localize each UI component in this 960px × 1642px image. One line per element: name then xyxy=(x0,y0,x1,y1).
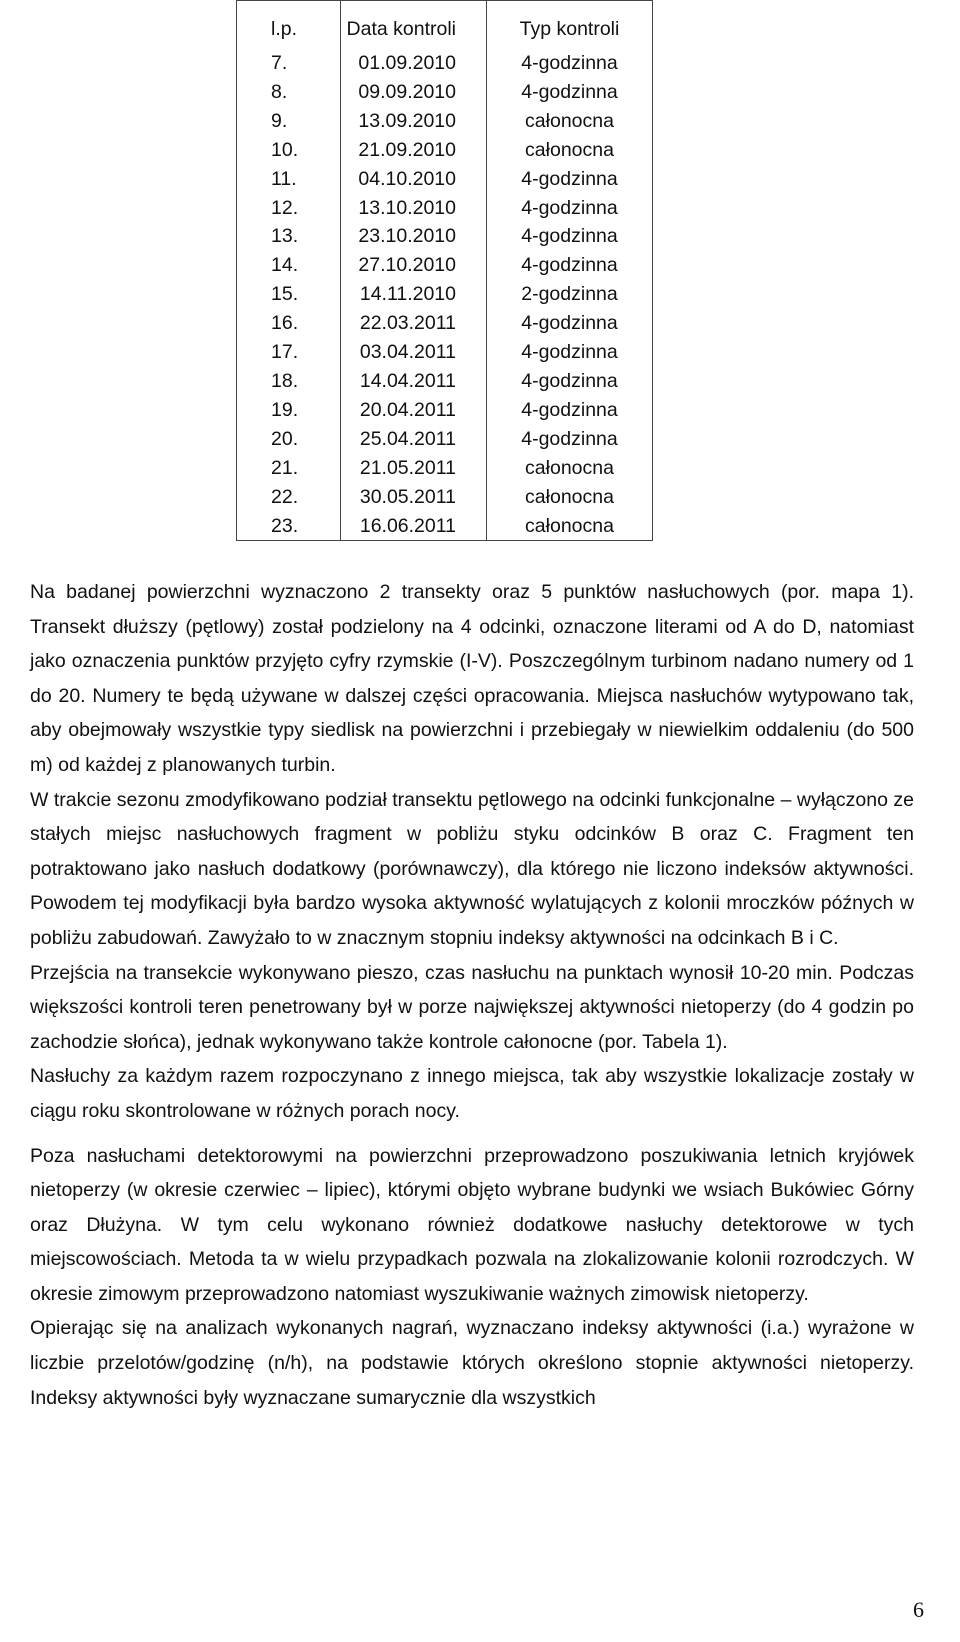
cell-lp: 10. xyxy=(237,136,341,165)
table-row xyxy=(237,49,653,78)
cell-type: 4-godzinna xyxy=(487,78,653,107)
cell-lp: 8. xyxy=(237,78,341,107)
cell-date: 01.09.2010 xyxy=(341,49,487,78)
cell-type: 4-godzinna xyxy=(487,194,653,223)
cell-lp: 14. xyxy=(237,251,341,280)
cell-date: 14.11.2010 xyxy=(341,280,487,309)
header-date: Data kontroli xyxy=(341,1,487,50)
cell-type: 2-godzinna xyxy=(487,280,653,309)
cell-lp: 13. xyxy=(237,222,341,251)
page-number: 6 xyxy=(913,1597,924,1622)
table-row xyxy=(237,136,653,165)
paragraph-start-points: Nasłuchy za każdym razem rozpoczynano z innego miejsca, tak aby wszystkie lokalizacje zostały w ciągu roku skontrolowane w różnych porach nocy. xyxy=(30,1065,914,1122)
cell-lp: 19. xyxy=(237,396,341,425)
cell-lp: 7. xyxy=(237,49,341,78)
cell-date: 21.05.2011 xyxy=(341,454,487,483)
cell-date: 22.03.2011 xyxy=(341,309,487,338)
table-row xyxy=(237,194,653,223)
table-row xyxy=(237,251,653,280)
cell-type: 4-godzinna xyxy=(487,338,653,367)
cell-type: 4-godzinna xyxy=(487,396,653,425)
cell-type: całonocna xyxy=(487,512,653,541)
cell-date: 03.04.2011 xyxy=(341,338,487,367)
paragraph-walking: Przejścia na transekcie wykonywano pieszo, czas nasłuchu na punktach wynosił 10-20 min. Podczas większości kontroli teren penetrowany był w porze największej aktywności nietoperzy (do 4 godzin po zachodzie słońca), jednak wykonywano także kontrole całonocne (por. Tabela 1). xyxy=(30,961,914,1053)
cell-lp: 17. xyxy=(237,338,341,367)
cell-type: całonocna xyxy=(487,107,653,136)
cell-lp: 16. xyxy=(237,309,341,338)
table-row xyxy=(237,280,653,309)
cell-lp: 22. xyxy=(237,483,341,512)
table-header-row xyxy=(237,1,653,50)
cell-lp: 20. xyxy=(237,425,341,454)
table-body xyxy=(237,49,653,541)
cell-type: 4-godzinna xyxy=(487,165,653,194)
header-lp: l.p. xyxy=(237,1,341,50)
cell-date: 04.10.2010 xyxy=(341,165,487,194)
cell-type: 4-godzinna xyxy=(487,251,653,280)
table-row xyxy=(237,367,653,396)
cell-date: 20.04.2011 xyxy=(341,396,487,425)
cell-date: 14.04.2011 xyxy=(341,367,487,396)
cell-lp: 11. xyxy=(237,165,341,194)
body-text xyxy=(30,575,914,1415)
cell-lp: 21. xyxy=(237,454,341,483)
table-row xyxy=(237,396,653,425)
cell-date: 13.10.2010 xyxy=(341,194,487,223)
cell-lp: 23. xyxy=(237,512,341,541)
cell-date: 25.04.2011 xyxy=(341,425,487,454)
table-row xyxy=(237,222,653,251)
cell-lp: 12. xyxy=(237,194,341,223)
paragraph-roost-search: Poza nasłuchami detektorowymi na powierzchni przeprowadzono poszukiwania letnich kryjówek nietoperzy (w okresie czerwiec – lipiec), którymi objęto wybrane budynki we wsiach Bukówiec Górny oraz Dłużyna. W tym celu wykonano również dodatkowe nasłuchy detektorowe w tych miejscowościach. Metoda ta w wielu przypadkach pozwala na zlokalizowanie kolonii rozrodczych. W okresie zimowym przeprowadzono natomiast wyszukiwanie ważnych zimowisk nietoperzy. xyxy=(30,1144,914,1305)
cell-type: całonocna xyxy=(487,454,653,483)
cell-type: 4-godzinna xyxy=(487,367,653,396)
table-row xyxy=(237,107,653,136)
table-row xyxy=(237,425,653,454)
cell-date: 30.05.2011 xyxy=(341,483,487,512)
cell-type: całonocna xyxy=(487,136,653,165)
cell-date: 13.09.2010 xyxy=(341,107,487,136)
table-row xyxy=(237,454,653,483)
paragraph-modification: W trakcie sezonu zmodyfikowano podział transektu pętlowego na odcinki funkcjonalne – wyłączono ze stałych miejsc nasłuchowych fragment w pobliżu styku odcinków B oraz C. Fragment ten potraktowano jako nasłuch dodatkowy (porównawczy), dla którego nie liczono indeksów aktywności. Powodem tej modyfikacji była bardzo wysoka aktywność wylatujących z kolonii mroczków późnych w pobliżu zabudowań. Zawyżało to w znacznym stopniu indeksy aktywności na odcinkach B i C. xyxy=(30,788,914,949)
cell-date: 23.10.2010 xyxy=(341,222,487,251)
paragraph-transects: Na badanej powierzchni wyznaczono 2 transekty oraz 5 punktów nasłuchowych (por. mapa 1). Transekt dłuższy (pętlowy) został podzielony na 4 odcinki, oznaczone literami od A do D, natomiast jako oznaczenia punktów przyjęto cyfry rzymskie (I-V). Poszczególnym turbinom nadano numery od 1 do 20. Numery te będą używane w dalszej części opracowania. Miejsca nasłuchów wytypowano tak, aby obejmowały wszystkie typy siedlisk na powierzchni i przebiegały w niewielkim oddaleniu (do 500 m) od każdej z planowanych turbin. xyxy=(30,581,914,776)
cell-type: 4-godzinna xyxy=(487,309,653,338)
cell-type: 4-godzinna xyxy=(487,222,653,251)
table-row xyxy=(237,78,653,107)
cell-date: 21.09.2010 xyxy=(341,136,487,165)
cell-date: 16.06.2011 xyxy=(341,512,487,541)
paragraph-activity-index: Opierając się na analizach wykonanych nagrań, wyznaczano indeksy aktywności (i.a.) wyrażone w liczbie przelotów/godzinę (n/h), na podstawie których określono stopnie aktywności nietoperzy. Indeksy aktywności były wyznaczane sumarycznie dla wszystkich xyxy=(30,1317,914,1409)
table-row xyxy=(237,338,653,367)
cell-date: 09.09.2010 xyxy=(341,78,487,107)
table-row xyxy=(237,309,653,338)
cell-type: całonocna xyxy=(487,483,653,512)
table-row xyxy=(237,165,653,194)
table-row xyxy=(237,512,653,541)
cell-type: 4-godzinna xyxy=(487,49,653,78)
cell-lp: 15. xyxy=(237,280,341,309)
header-type: Typ kontroli xyxy=(487,1,653,50)
table-row xyxy=(237,483,653,512)
inspection-table xyxy=(236,0,653,541)
cell-lp: 9. xyxy=(237,107,341,136)
cell-type: 4-godzinna xyxy=(487,425,653,454)
inspection-table-container xyxy=(236,0,652,548)
cell-date: 27.10.2010 xyxy=(341,251,487,280)
cell-lp: 18. xyxy=(237,367,341,396)
